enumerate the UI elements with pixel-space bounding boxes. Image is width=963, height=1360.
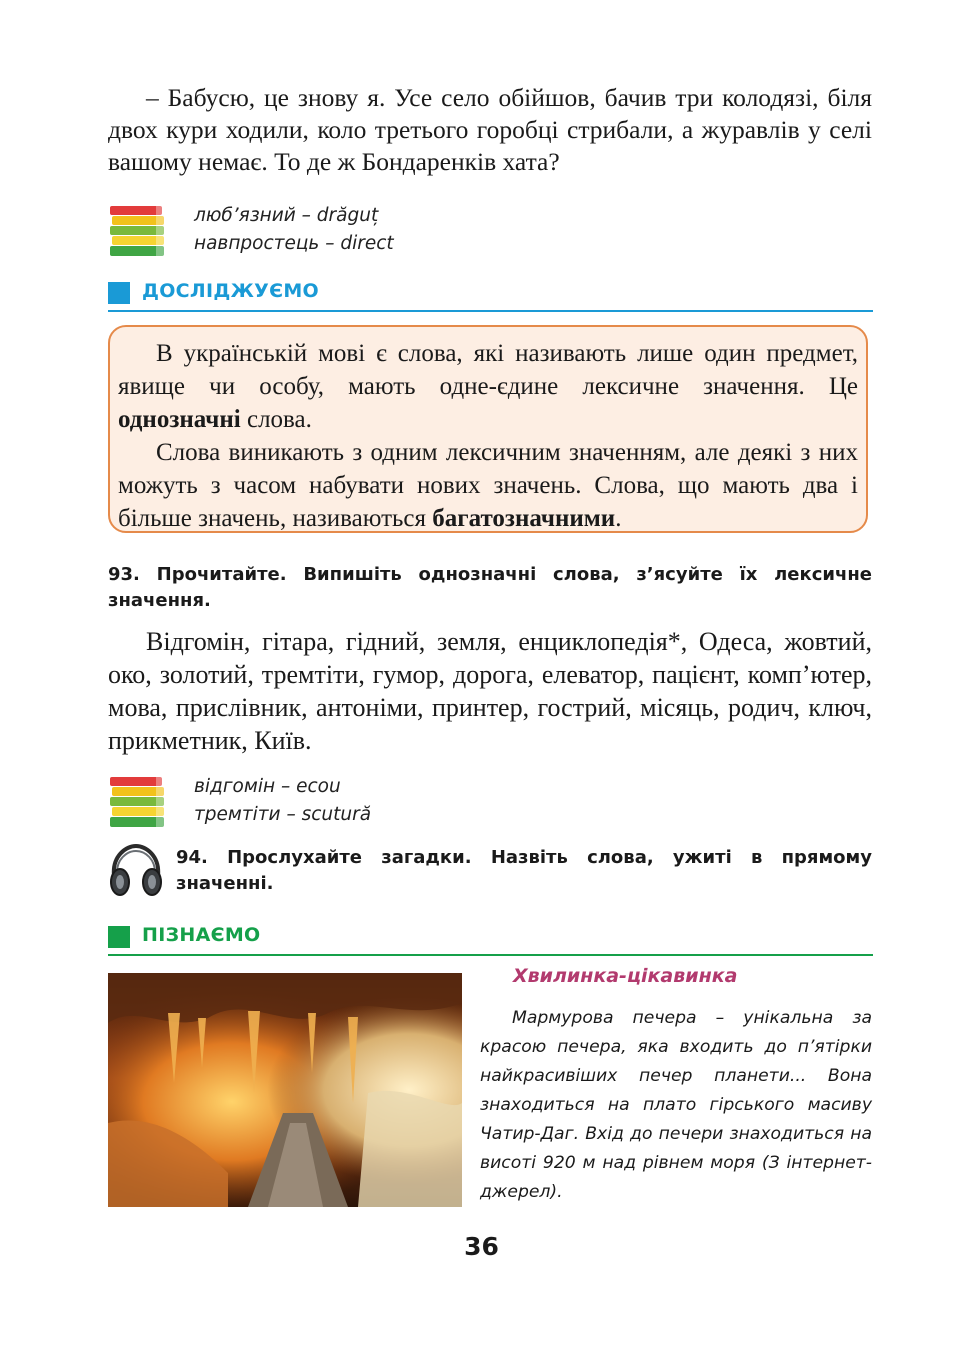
vocabulary-note-1 [108, 204, 608, 260]
word-list: Відгомін, гітара, гідний, земля, енциклопедія*, Одеса, жовтий, око, золотий, тремтіти, гумор, дорога, елеватор, пацієнт, комп’ютер, мова, прислівник, антоніми, принтер, гострий, місяць, родич, ключ, прикметник, Київ. [108, 627, 872, 755]
books-icon [108, 204, 168, 258]
word-list-block [108, 625, 872, 757]
section-marker [108, 926, 130, 948]
vocabulary-note-2 [108, 775, 608, 831]
task-93: 93. Прочитайте. Випишіть однозначні слова, з’ясуйте їх лексичне значення. [108, 564, 872, 611]
rule-paragraph-1 [118, 337, 858, 436]
section-header-learn [108, 922, 873, 956]
rule-text: . [615, 505, 622, 532]
rule-paragraph-2 [118, 436, 858, 535]
books-icon [108, 775, 168, 829]
fact-text: Мармурова печера – унікальна за красою печера, яка входить до п’ятірки найкрасивіших печер планети... Вона знаходиться на плато гірського масиву Чатир-Даг. Вхід до печери знаходиться на висоті 920 м над рівнем моря (З інтернет-джерел). [480, 1008, 872, 1202]
rule-term: багатозначними [432, 505, 616, 532]
intro-paragraph-block [108, 82, 872, 178]
page-number: 36 [464, 1232, 499, 1261]
headphones-icon [106, 842, 166, 898]
rule-text: Слова виникають з одним лексичним значенням, але деякі з них можуть з часом набувати нових значень. Слова, що мають два і більше значень, називаються [118, 439, 858, 532]
section-divider [108, 310, 873, 312]
rule-text: В українській мові є слова, які називають лише один предмет, явище чи особу, мають одне-єдине лексичне значення. Це [118, 340, 858, 400]
section-title: ДОСЛІДЖУЄМО [142, 280, 319, 302]
rule-term: однозначні [118, 406, 241, 433]
vocab-line: тремтіти – scutură [194, 804, 372, 825]
section-divider [108, 954, 873, 956]
vocab-line: люб’язний – drăguț [194, 205, 379, 226]
intro-paragraph: – Бабусю, це знову я. Усе село обійшов, бачив три колодязі, біля двох кури ходили, коло третього горобці стрибали, а журавлів у селі вашому немає. То де ж Бондаренків хата? [108, 83, 872, 176]
fact-title: Хвилинка-цікавинка [513, 965, 738, 987]
rule-box [108, 325, 868, 533]
vocab-line: навпростець – direct [194, 233, 394, 254]
section-title: ПІЗНАЄМО [142, 924, 261, 946]
task-94: 94. Прослухайте загадки. Назвіть слова, ужиті в прямому значенні. [176, 847, 872, 894]
section-marker [108, 282, 130, 304]
rule-text: слова. [240, 406, 312, 433]
vocab-line: відгомін – ecou [194, 776, 341, 797]
section-header-research [108, 278, 873, 312]
cave-photo [108, 973, 462, 1207]
